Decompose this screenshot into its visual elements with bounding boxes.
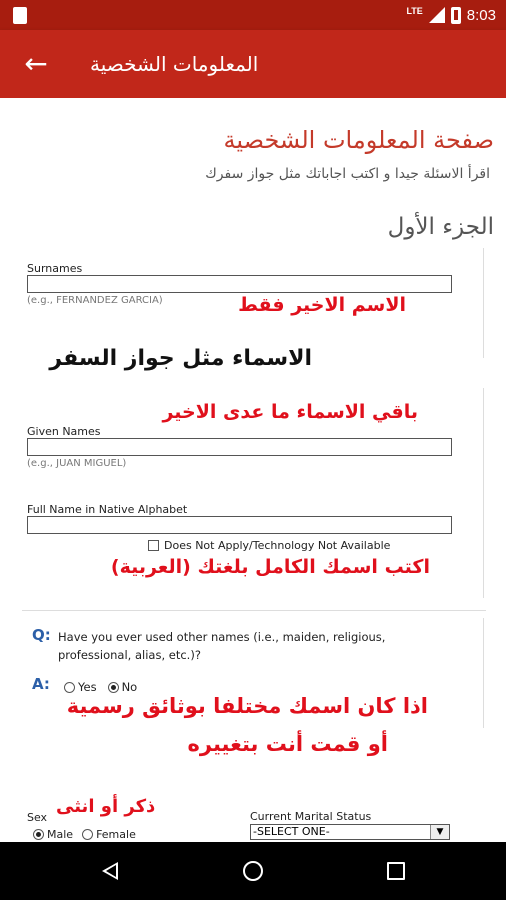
nav-back-icon[interactable] xyxy=(102,862,118,880)
given-names-input[interactable] xyxy=(27,438,452,456)
clock: 8:03 xyxy=(466,6,496,24)
battery-icon xyxy=(451,7,461,24)
chevron-down-icon: ▼ xyxy=(430,825,449,839)
navigation-bar xyxy=(0,842,506,900)
sex-note: ذكر أو انثى xyxy=(56,796,156,817)
page-content[interactable] xyxy=(0,98,506,842)
full-name-input[interactable] xyxy=(27,516,452,534)
answer-yes-radio[interactable] xyxy=(64,682,75,693)
answer-no-label: No xyxy=(121,680,138,694)
answer-marker: A: xyxy=(32,675,50,693)
does-not-apply-checkbox[interactable] xyxy=(148,540,159,551)
native-name-note: اكتب اسمك الكامل بلغتك (العربية) xyxy=(110,556,430,578)
sex-options xyxy=(33,828,136,841)
surnames-hint: (e.g., FERNANDEZ GARCIA) xyxy=(27,295,163,306)
other-names-note-1: اذا كان اسمك مختلفا بوثائق رسمية xyxy=(66,694,428,718)
marital-status-select[interactable] xyxy=(250,824,450,840)
sex-label: Sex xyxy=(27,811,48,824)
notification-icon xyxy=(13,7,27,24)
marital-status-label: Current Marital Status xyxy=(250,810,372,823)
question-line-1: Have you ever used other names (i.e., maiden, religious, xyxy=(58,630,386,644)
sex-male-label: Male xyxy=(47,828,74,841)
marital-status-value: -SELECT ONE- xyxy=(253,825,330,838)
arrow-back-icon[interactable]: ← xyxy=(24,47,48,80)
nav-recents-icon[interactable] xyxy=(387,862,405,880)
full-name-label: Full Name in Native Alphabet xyxy=(27,503,188,516)
does-not-apply-label: Does Not Apply/Technology Not Available xyxy=(164,539,391,552)
question-line-2: professional, alias, etc.)? xyxy=(58,648,201,662)
surname-note: الاسم الاخير فقط xyxy=(238,294,406,316)
given-names-hint: (e.g., JUAN MIGUEL) xyxy=(27,458,127,469)
answer-yes-label: Yes xyxy=(78,680,97,694)
part-title: الجزء الأول xyxy=(387,214,494,240)
does-not-apply-option[interactable] xyxy=(148,539,390,552)
question-marker: Q: xyxy=(32,626,51,644)
divider xyxy=(483,388,484,598)
answer-no-radio[interactable] xyxy=(108,682,119,693)
surnames-label: Surnames xyxy=(27,262,83,275)
divider xyxy=(483,248,484,358)
other-names-note-2: أو قمت أنت بتغييره xyxy=(187,732,388,756)
page-heading: صفحة المعلومات الشخصية xyxy=(223,126,494,154)
app-bar-title: المعلومات الشخصية xyxy=(90,52,259,76)
page-subheading: اقرأ الاسئلة جيدا و اكتب اجاباتك مثل جواز سفرك xyxy=(205,166,490,182)
lte-label: LTE xyxy=(406,6,423,16)
app-bar xyxy=(0,30,506,98)
nav-home-icon[interactable] xyxy=(243,861,263,881)
sex-female-label: Female xyxy=(96,828,136,841)
sex-male-radio[interactable] xyxy=(33,829,44,840)
divider xyxy=(22,610,486,611)
signal-icon xyxy=(429,7,445,23)
status-icons xyxy=(406,4,496,26)
surnames-input[interactable] xyxy=(27,275,452,293)
status-bar xyxy=(0,0,506,30)
sex-female-radio[interactable] xyxy=(82,829,93,840)
given-names-note: باقي الاسماء ما عدى الاخير xyxy=(162,401,418,423)
passport-note: الاسماء مثل جواز السفر xyxy=(49,346,312,371)
divider xyxy=(483,618,484,728)
given-names-label: Given Names xyxy=(27,425,101,438)
